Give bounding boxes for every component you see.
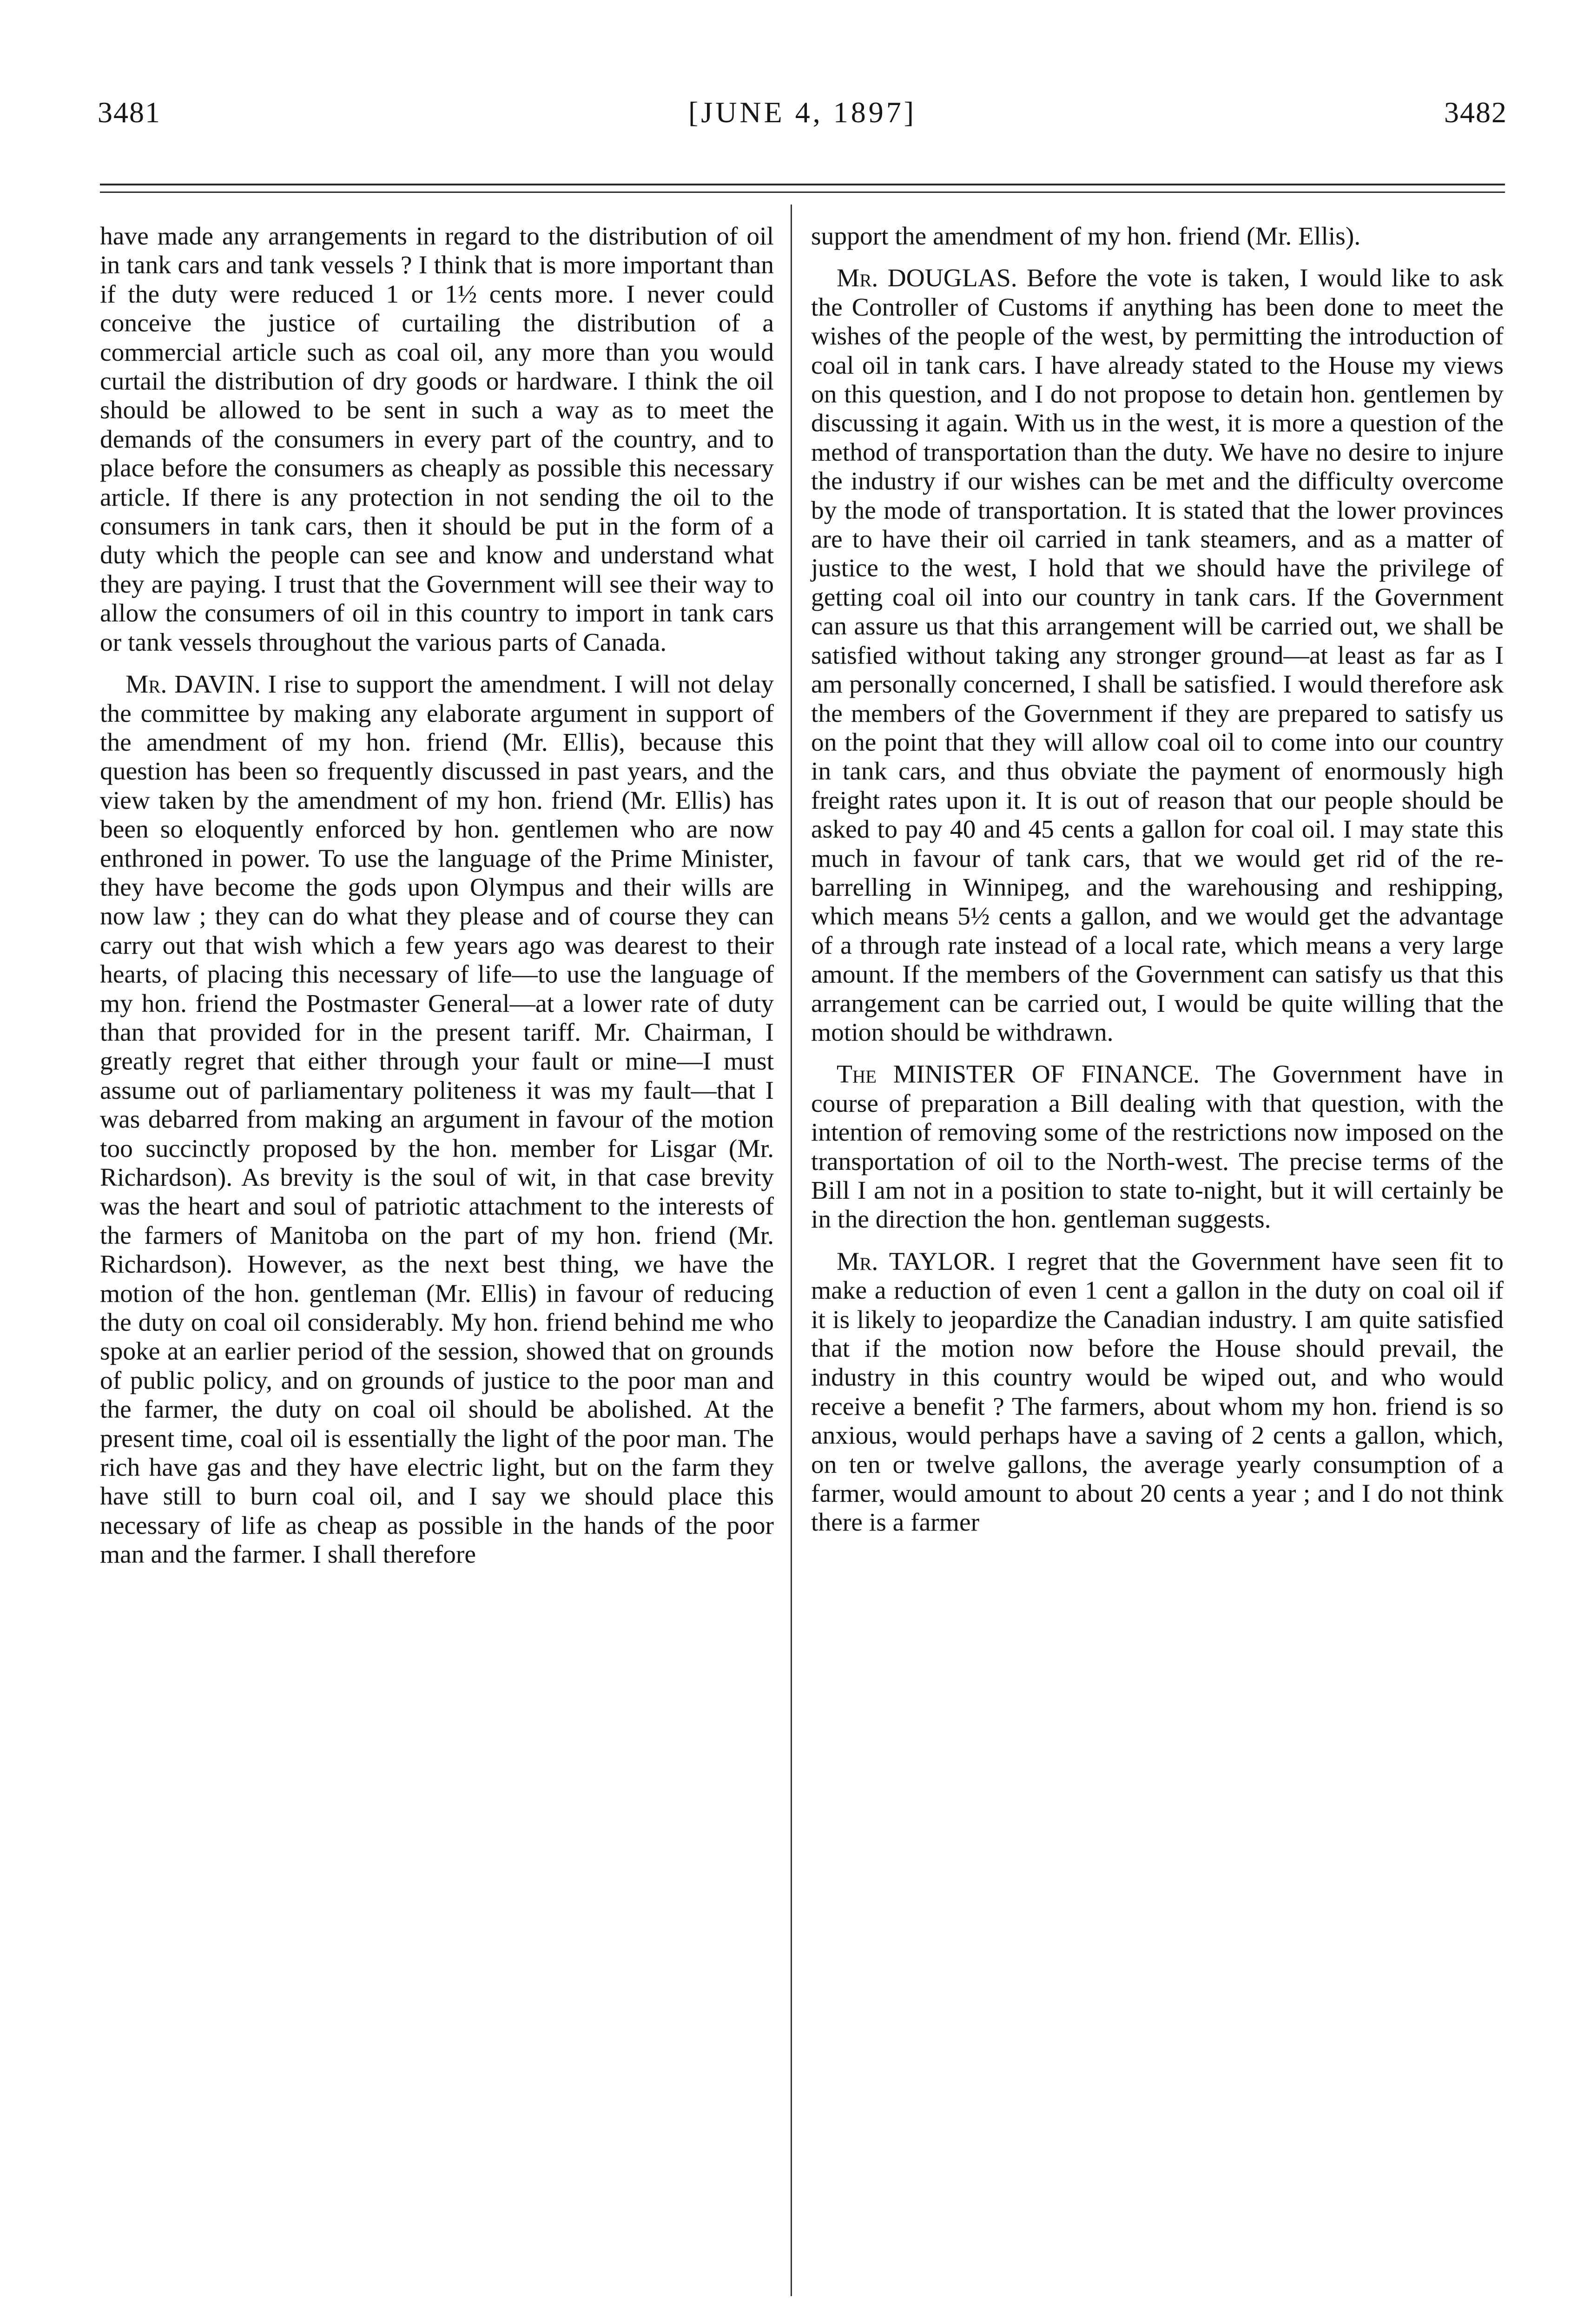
paragraph-text: Before the vote is taken, I would like to ask the Controller of Customs if anything has been done to meet the wishes of the people of the west, by permitting the introduction of coal oil in tank cars. I have already stated to the House my views on this question, and I do not propose to detain hon. gentlemen by discussing it again. With us in the west, it is more a question of the method of transportation than the duty. We have no desire to injure the industry if our wishes can be met and the difficulty overcome by the mode of transportation. It is stated that the lower provinces are to have their oil carried in tank steamers, and as a matter of justice to the west, I hold that we should have the privilege of getting coal oil into our country in tank cars. If the Government can assure us that this arrangement will be carried out, we shall be satisfied without taking any stronger ground—at least as far as I am personally concerned, I shall be satisfied. I would therefore ask the members of the Government if they are prepared to satisfy us on the point that they will allow coal oil to come into our country in tank cars, and thus obviate the payment of enormously high freight rates upon it. It is out of reason that our people should be asked to pay 40 and 45 cents a gallon for coal oil. I may state this much in favour of tank cars, that we would get rid of the re-barrelling in Winnipeg, and the warehousing and reshipping, which means 5½ cents a gallon, and we would get the advantage of a through rate instead of a local rate, which means a very large amount. If the members of the Government can satisfy us that this arrangement can be carried out, I would be quite willing that the motion should be withdrawn. — [811, 264, 1504, 1047]
paragraph — [100, 222, 774, 657]
speaker-name: Mr. DAVIN. — [125, 670, 261, 699]
paragraph — [811, 1248, 1504, 1538]
page-number-left: 3481 — [98, 96, 161, 129]
paragraph-text: support the amendment of my hon. friend (Mr. Ellis). — [811, 222, 1361, 251]
paragraph — [100, 670, 774, 1570]
speaker-name: The MINISTER OF FINANCE. — [837, 1060, 1200, 1089]
speaker-name: Mr. TAYLOR. — [837, 1247, 996, 1276]
paragraph — [811, 264, 1504, 1047]
page-date: [JUNE 4, 1897] — [688, 96, 917, 129]
column-divider — [791, 205, 792, 2296]
header-rule-top — [100, 184, 1505, 185]
header-rule-bottom — [100, 191, 1505, 193]
paragraph — [811, 1060, 1504, 1234]
speaker-name: Mr. DOUGLAS. — [837, 264, 1017, 293]
page-header — [98, 95, 1507, 137]
page-number-right: 3482 — [1444, 96, 1507, 129]
paragraph-text: I rise to support the amendment. I will not delay the committee by making any elaborate argument in support of the amendment of my hon. friend (Mr. Ellis), because this question has been so frequently discussed in past years, and the view taken by the amendment of my hon. friend (Mr. Ellis) has been so eloquently enforced by hon. gentlemen who are now enthroned in power. To use the language of the Prime Minister, they have become the gods upon Olympus and their wills are now law ; they can do what they please and of course they can carry out that wish which a few years ago was dearest to their hearts, of placing this necessary of life—to use the language of my hon. friend the Postmaster General—at a lower rate of duty than that provided for in the present tariff. Mr. Chairman, I greatly regret that either through your fault or mine—I must assume out of parliamentary politeness it was my fault—that I was debarred from making an argument in favour of the motion too succinctly proposed by the hon. member for Lisgar (Mr. Richardson). As brevity is the soul of wit, in that case brevity was the heart and soul of patriotic attachment to the interests of the farmers of Manitoba on the part of my hon. friend (Mr. Richardson). However, as the next best thing, we have the motion of the hon. gentleman (Mr. Ellis) in favour of reducing the duty on coal oil considerably. My hon. friend behind me who spoke at an earlier period of the session, showed that on grounds of public policy, and on grounds of justice to the poor man and the farmer, the duty on coal oil should be abolished. At the present time, coal oil is essentially the light of the poor man. The rich have gas and they have electric light, but on the farm they have still to burn coal oil, and I say we should place this necessary of life as cheap as possible in the hands of the poor man and the farmer. I shall therefore — [100, 670, 774, 1569]
paragraph-text: I regret that the Government have seen fit to make a reduction of even 1 cent a gallon in the duty on coal oil if it is likely to jeopardize the Canadian industry. I am quite satisfied that if the motion now before the House should prevail, the industry in this country would be wiped out, and who would receive a benefit ? The farmers, about whom my hon. friend is so anxious, would perhaps have a saving of 2 cents a gallon, which, on ten or twelve gallons, the average yearly consumption of a farmer, would amount to about 20 cents a year ; and I do not think there is a farmer — [811, 1247, 1504, 1537]
left-column — [100, 222, 774, 1570]
paragraph-text: The Government have in course of preparation a Bill dealing with that question, with the intention of removing some of the restrictions now imposed on the transportation of oil to the North-west. The precise terms of the Bill I am not in a position to state to-night, but it will certainly be in the direction the hon. gentleman suggests. — [811, 1060, 1504, 1234]
right-column — [811, 222, 1504, 1538]
paragraph-text: have made any arrangements in regard to the distribution of oil in tank cars and tank vessels ? I think that is more important than if the duty were reduced 1 or 1½ cents more. I never could conceive the justice of curtailing the distribution of a commercial article such as coal oil, any more than you would curtail the distribution of dry goods or hardware. I think the oil should be allowed to be sent in such a way as to meet the demands of the consumers in every part of the country, and to place before the consumers as cheaply as possible this necessary article. If there is any protection in not sending the oil to the consumers in tank cars, then it should be put in the form of a duty which the people can see and know and understand what they are paying. I trust that the Government will see their way to allow the consumers of oil in this country to import in tank cars or tank vessels throughout the various parts of Canada. — [100, 222, 774, 657]
paragraph — [811, 222, 1504, 251]
